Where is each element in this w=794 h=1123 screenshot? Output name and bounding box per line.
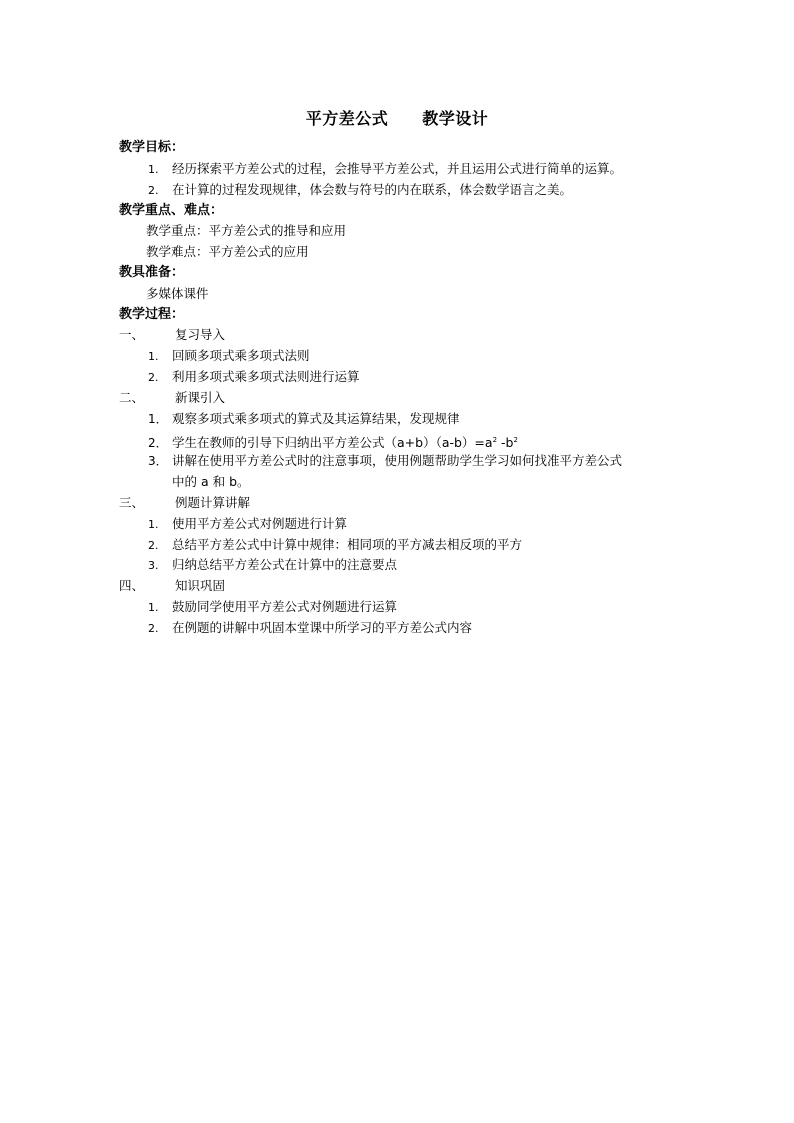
- list-number: 3．: [148, 454, 168, 468]
- section-title: 例题计算讲解: [175, 495, 251, 510]
- list-text: 归纳总结平方差公式在计算中的注意要点: [172, 557, 398, 572]
- materials-text: 多媒体课件: [146, 286, 209, 301]
- section-heading: [119, 326, 225, 344]
- section-number: 二、: [119, 390, 145, 405]
- list-text: 在计算的过程发现规律，体会数与符号的内在联系，体会数学语言之美。: [172, 182, 573, 197]
- title-part-2: 教学设计: [422, 109, 489, 128]
- title-part-1: 平方差公式: [305, 109, 389, 128]
- list-number: 1.: [148, 350, 159, 363]
- superscript: 2: [513, 436, 518, 444]
- list-item: [148, 556, 397, 575]
- list-text: 学生在教师的引导下归纳出平方差公式（a+b）（a-b）=a: [172, 435, 493, 450]
- list-item: [148, 431, 518, 452]
- section-heading: [119, 577, 225, 595]
- list-number: 2.: [148, 539, 159, 552]
- section-heading: [119, 494, 250, 512]
- list-item: [148, 368, 360, 387]
- list-text: 使用平方差公式对例题进行计算: [172, 516, 348, 531]
- process-heading: 教学过程：: [119, 307, 185, 322]
- section-number: 一、: [119, 327, 145, 342]
- list-text: 观察多项式乘多项式的算式及其运算结果，发现规律: [172, 411, 460, 426]
- objective-item: [148, 181, 572, 200]
- list-item: [148, 536, 522, 555]
- list-item: [148, 515, 347, 534]
- list-item: [148, 347, 310, 366]
- list-item: [148, 410, 460, 428]
- list-number: 1.: [148, 163, 159, 176]
- materials-heading: 教具准备：: [119, 265, 185, 280]
- list-text: 利用多项式乘多项式法则进行运算: [172, 369, 360, 384]
- key-points-heading: 教学重点、难点：: [119, 203, 224, 218]
- list-number: 2.: [148, 371, 159, 384]
- list-item: [148, 598, 397, 617]
- list-number: 1．: [148, 412, 168, 426]
- objectives-heading: 教学目标：: [119, 140, 185, 155]
- formula-text: -b: [497, 435, 514, 450]
- list-text: 经历探索平方差公式的过程，会推导平方差公式，并且运用公式进行简单的运算。: [172, 161, 623, 176]
- list-number: 2.: [148, 184, 159, 197]
- list-text: 鼓励同学使用平方差公式对例题进行运算: [172, 599, 398, 614]
- list-text: 讲解在使用平方差公式时的注意事项，使用例题帮助学生学习如何找准平方差公式: [172, 453, 623, 468]
- section-title: 新课引入: [175, 390, 226, 405]
- list-text: 总结平方差公式中计算中规律：相同项的平方减去相反项的平方: [172, 537, 523, 552]
- section-title: 知识巩固: [175, 578, 226, 593]
- key-focus: 教学重点：平方差公式的推导和应用: [146, 223, 347, 238]
- list-number: 2．: [148, 436, 168, 450]
- list-text: 在例题的讲解中巩固本堂课中所学习的平方差公式内容: [172, 620, 473, 635]
- key-difficulty: 教学难点：平方差公式的应用: [146, 244, 309, 259]
- list-number: 1.: [148, 601, 159, 614]
- list-item: [148, 619, 472, 638]
- section-title: 复习导入: [175, 327, 226, 342]
- list-text: 回顾多项式乘多项式法则: [172, 348, 310, 363]
- list-item-continuation: 中的 a 和 b。: [172, 474, 250, 489]
- document-title: [0, 106, 794, 129]
- section-number: 四、: [119, 578, 145, 593]
- list-number: 3.: [148, 559, 159, 572]
- section-heading: [119, 389, 225, 407]
- list-item: [148, 452, 622, 470]
- section-number: 三、: [119, 495, 145, 510]
- objective-item: [148, 160, 622, 179]
- list-number: 1.: [148, 518, 159, 531]
- superscript: 2: [492, 436, 498, 444]
- list-number: 2.: [148, 622, 159, 635]
